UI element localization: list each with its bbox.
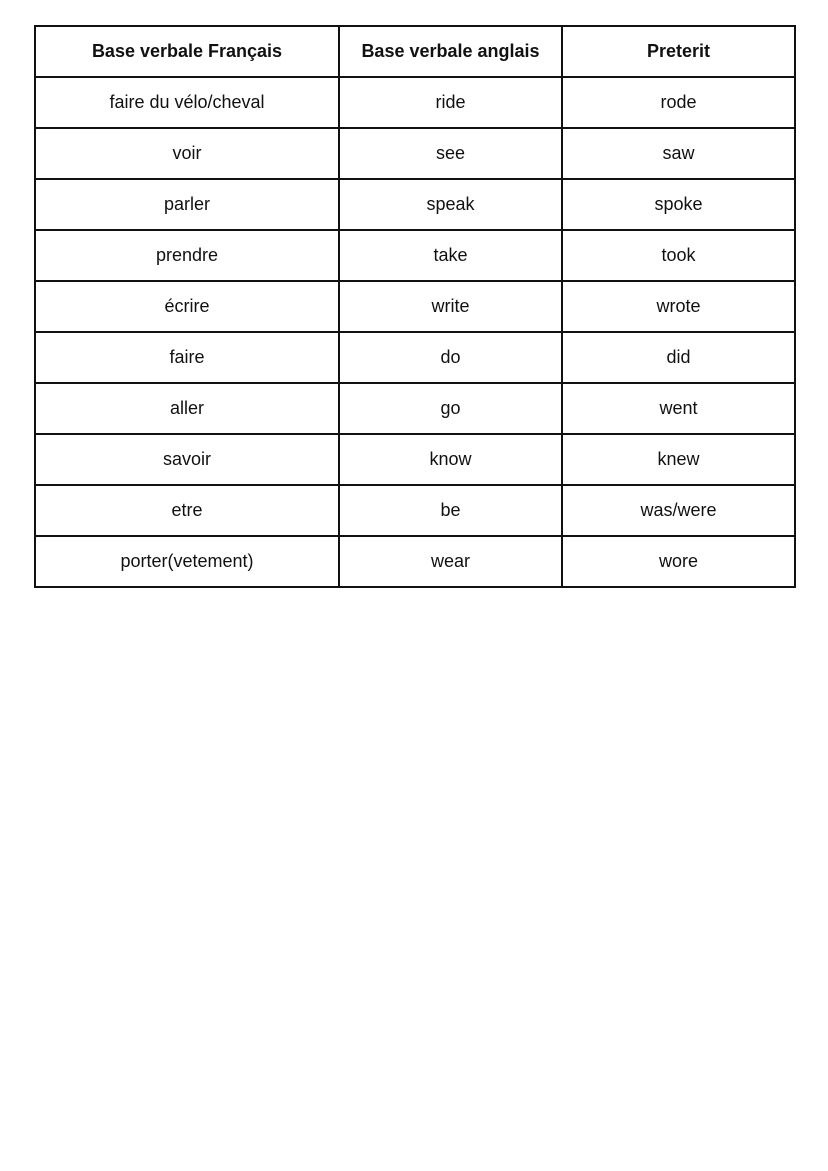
cell-french-base: parler [35, 179, 339, 230]
cell-preterit: saw [562, 128, 795, 179]
table-row [35, 281, 795, 332]
table-row [35, 77, 795, 128]
cell-french-base: faire du vélo/cheval [35, 77, 339, 128]
table-row [35, 485, 795, 536]
cell-preterit: knew [562, 434, 795, 485]
cell-preterit: spoke [562, 179, 795, 230]
cell-english-base: speak [339, 179, 562, 230]
cell-french-base: etre [35, 485, 339, 536]
cell-french-base: faire [35, 332, 339, 383]
cell-preterit: wrote [562, 281, 795, 332]
cell-english-base: ride [339, 77, 562, 128]
table-row [35, 383, 795, 434]
cell-english-base: wear [339, 536, 562, 587]
table-row [35, 179, 795, 230]
cell-french-base: savoir [35, 434, 339, 485]
table-row [35, 128, 795, 179]
header-french-base: Base verbale Français [35, 26, 339, 77]
cell-preterit: went [562, 383, 795, 434]
verb-table [34, 25, 796, 588]
cell-english-base: be [339, 485, 562, 536]
cell-english-base: do [339, 332, 562, 383]
table-row [35, 230, 795, 281]
table-row [35, 434, 795, 485]
cell-preterit: was/were [562, 485, 795, 536]
header-row [35, 26, 795, 77]
cell-english-base: see [339, 128, 562, 179]
header-preterit: Preterit [562, 26, 795, 77]
cell-english-base: take [339, 230, 562, 281]
cell-english-base: write [339, 281, 562, 332]
cell-preterit: rode [562, 77, 795, 128]
table-row [35, 536, 795, 587]
cell-french-base: voir [35, 128, 339, 179]
cell-english-base: know [339, 434, 562, 485]
cell-french-base: porter(vetement) [35, 536, 339, 587]
cell-english-base: go [339, 383, 562, 434]
cell-french-base: écrire [35, 281, 339, 332]
cell-french-base: aller [35, 383, 339, 434]
cell-french-base: prendre [35, 230, 339, 281]
header-english-base: Base verbale anglais [339, 26, 562, 77]
table-row [35, 332, 795, 383]
cell-preterit: wore [562, 536, 795, 587]
cell-preterit: took [562, 230, 795, 281]
cell-preterit: did [562, 332, 795, 383]
